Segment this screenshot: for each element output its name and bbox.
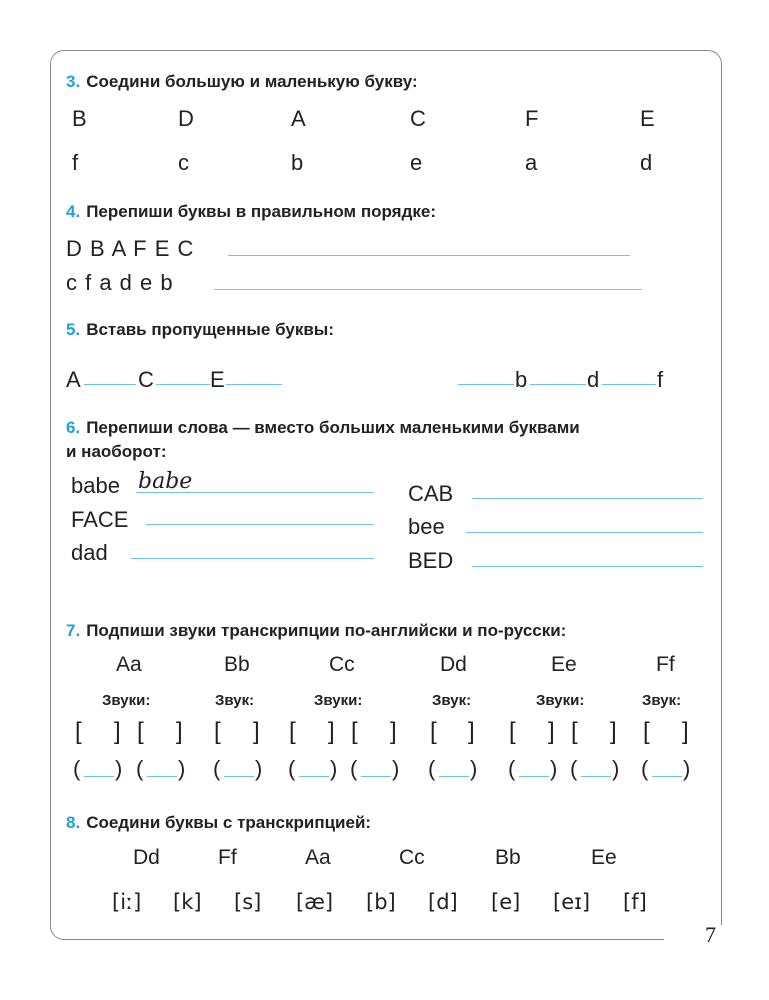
open-bracket: [ (137, 718, 144, 745)
open-paren: ( (73, 756, 81, 781)
open-paren: ( (428, 756, 436, 781)
russian-sound-blank[interactable] (84, 776, 114, 777)
close-paren: ) (115, 756, 123, 781)
task8-title: Соедини буквы с транскрипцией: (86, 813, 372, 832)
task6-answer-line[interactable] (472, 566, 703, 567)
close-bracket: ] (114, 718, 121, 745)
task7-number: 7. (66, 621, 81, 640)
task7-title: Подпиши звуки транскрипции по-английски и по-русски: (86, 621, 567, 640)
close-bracket: ] (548, 718, 555, 745)
task5-blank[interactable] (226, 384, 282, 385)
close-bracket: ] (328, 718, 335, 745)
task4-answer-line-2[interactable] (214, 289, 642, 290)
open-bracket: [ (75, 718, 82, 745)
task5-blank[interactable] (530, 384, 586, 385)
task3-lower-letter: a (525, 150, 538, 175)
open-paren: ( (213, 756, 221, 781)
open-bracket: [ (351, 718, 358, 745)
task8-transcription: [eɪ] (553, 890, 591, 914)
russian-sound-blank[interactable] (361, 776, 391, 777)
task8-number: 8. (66, 813, 81, 832)
task5-heading (66, 320, 334, 340)
task5-blank[interactable] (602, 384, 656, 385)
task6-answer-line[interactable] (136, 492, 374, 493)
task4-row2-letters: c f a d e b (66, 270, 173, 295)
task7-letter: Ee (551, 653, 577, 676)
russian-sound-blank[interactable] (519, 776, 549, 777)
task4-number: 4. (66, 202, 81, 221)
task6-number: 6. (66, 418, 81, 437)
task8-letter: Aa (305, 846, 331, 869)
open-bracket: [ (430, 718, 437, 745)
open-paren: ( (570, 756, 578, 781)
russian-sound-blank[interactable] (299, 776, 329, 777)
task3-lower-letter: b (291, 150, 304, 175)
task6-word: BED (408, 548, 454, 573)
russian-sound-blank[interactable] (581, 776, 611, 777)
close-bracket: ] (390, 718, 397, 745)
task7-heading (66, 621, 566, 641)
task3-upper-letter: F (525, 106, 539, 131)
russian-sound-blank[interactable] (652, 776, 682, 777)
task6-example-answer: babe (138, 469, 193, 494)
task6-answer-line[interactable] (131, 558, 374, 559)
task3-upper-letter: A (291, 106, 306, 131)
task3-upper-letter: E (640, 106, 655, 131)
page-number: 7 (705, 922, 716, 947)
task6-word: dad (71, 540, 108, 565)
task4-answer-line-1[interactable] (228, 255, 630, 256)
task7-sound-label: Звук: (432, 692, 472, 709)
open-bracket: [ (214, 718, 221, 745)
close-bracket: ] (176, 718, 183, 745)
task8-transcription: [b] (366, 890, 396, 914)
close-paren: ) (178, 756, 186, 781)
task5-title: Вставь пропущенные буквы: (86, 320, 334, 339)
task3-number: 3. (66, 72, 81, 91)
open-paren: ( (288, 756, 296, 781)
task5-letter: A (66, 367, 81, 392)
task3-upper-letter: B (72, 106, 87, 131)
task5-letter: b (515, 367, 528, 392)
russian-sound-blank[interactable] (439, 776, 469, 777)
open-paren: ( (641, 756, 649, 781)
task6-answer-line[interactable] (146, 524, 374, 525)
task3-upper-letter: C (410, 106, 426, 131)
task8-transcription: [e] (491, 890, 521, 914)
frame-gap (664, 925, 734, 955)
task8-letter: Bb (495, 846, 521, 869)
task3-title: Соедини большую и маленькую букву: (86, 72, 418, 91)
close-paren: ) (550, 756, 558, 781)
task7-sound-label: Звук: (642, 692, 682, 709)
task6-word: babe (71, 473, 120, 498)
task3-lower-letter: f (72, 150, 79, 175)
close-paren: ) (683, 756, 691, 781)
task7-letter: Aa (116, 653, 142, 676)
task3-heading (66, 72, 418, 92)
task8-letter: Ee (591, 846, 617, 869)
task8-transcription: [iː] (112, 890, 142, 914)
close-paren: ) (330, 756, 338, 781)
task8-heading (66, 813, 371, 833)
task3-lower-letter: c (178, 150, 189, 175)
open-paren: ( (508, 756, 516, 781)
task5-blank[interactable] (84, 384, 136, 385)
close-bracket: ] (253, 718, 260, 745)
task6-word: bee (408, 514, 445, 539)
page-frame (50, 50, 722, 940)
task6-heading (66, 418, 580, 438)
open-paren: ( (136, 756, 144, 781)
task3-lower-letter: e (410, 150, 423, 175)
close-bracket: ] (468, 718, 475, 745)
task6-word: CAB (408, 481, 454, 506)
task4-title: Перепиши буквы в правильном порядке: (86, 202, 436, 221)
close-bracket: ] (610, 718, 617, 745)
task5-letter: E (210, 367, 225, 392)
task7-letter: Cc (329, 653, 355, 676)
open-paren: ( (350, 756, 358, 781)
task7-sound-label: Звуки: (536, 692, 585, 709)
task3-upper-letter: D (178, 106, 194, 131)
task7-letter: Bb (224, 653, 250, 676)
task7-letter: Ff (656, 653, 675, 676)
close-paren: ) (612, 756, 620, 781)
task8-letter: Cc (399, 846, 425, 869)
task5-letter: d (587, 367, 600, 392)
task8-transcription: [æ] (296, 890, 334, 914)
task5-blank[interactable] (458, 384, 514, 385)
russian-sound-blank[interactable] (224, 776, 254, 777)
task5-letter: C (138, 367, 154, 392)
task7-sound-label: Звуки: (314, 692, 363, 709)
task6-word: FACE (71, 507, 129, 532)
open-bracket: [ (289, 718, 296, 745)
task6-title-line1: Перепиши слова — вместо больших маленькими буквами (86, 418, 580, 437)
task7-letter: Dd (440, 653, 467, 676)
task5-letter: f (657, 367, 664, 392)
task4-row1-letters: D B A F E C (66, 236, 194, 261)
task6-answer-line[interactable] (472, 498, 703, 499)
task8-letter: Dd (133, 846, 160, 869)
task8-transcription: [d] (428, 890, 458, 914)
task7-sound-label: Звуки: (102, 692, 151, 709)
task8-transcription: [k] (173, 890, 202, 914)
open-bracket: [ (643, 718, 650, 745)
task8-transcription: [f] (623, 890, 647, 914)
task6-answer-line[interactable] (466, 532, 703, 533)
task7-sound-label: Звук: (215, 692, 255, 709)
task6-title-line2: и наоборот: (66, 442, 167, 461)
task8-transcription: [s] (234, 890, 262, 914)
close-bracket: ] (682, 718, 689, 745)
open-bracket: [ (509, 718, 516, 745)
close-paren: ) (470, 756, 478, 781)
task3-lower-letter: d (640, 150, 653, 175)
task5-blank[interactable] (156, 384, 210, 385)
close-paren: ) (392, 756, 400, 781)
task8-letter: Ff (218, 846, 237, 869)
close-paren: ) (255, 756, 263, 781)
task5-number: 5. (66, 320, 81, 339)
russian-sound-blank[interactable] (147, 776, 177, 777)
open-bracket: [ (571, 718, 578, 745)
task4-heading (66, 202, 436, 222)
